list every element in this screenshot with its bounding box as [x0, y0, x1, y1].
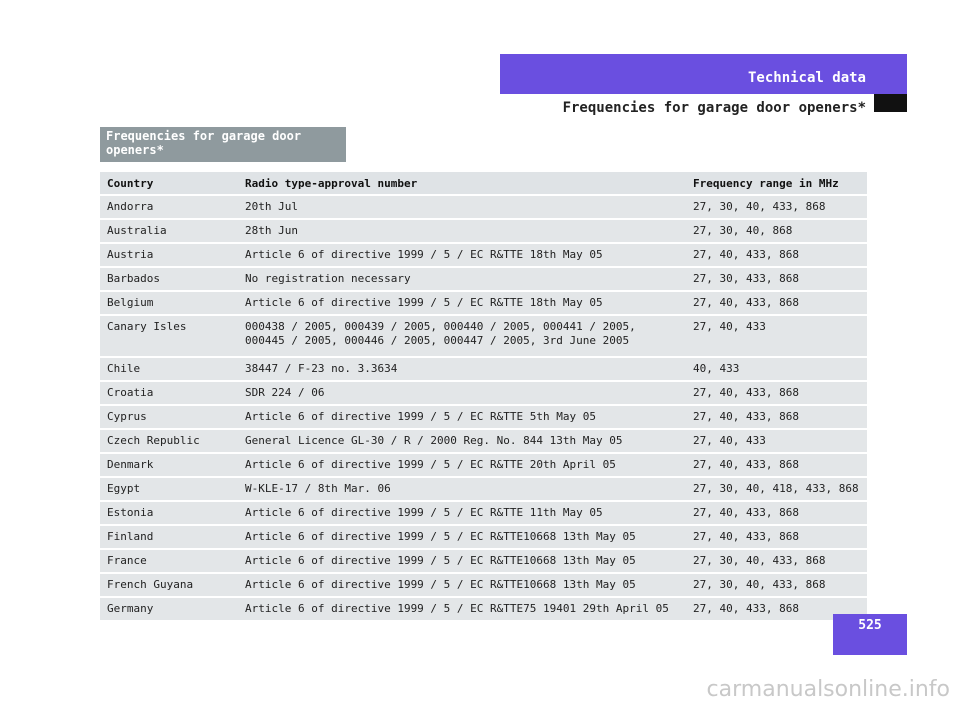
table-row [100, 292, 867, 314]
cell-country: French Guyana [100, 574, 238, 596]
cell-country: Egypt [100, 478, 238, 500]
cell-approval-number: Article 6 of directive 1999 / 5 / EC R&TTE 5th May 05 [238, 406, 686, 428]
cell-country: Barbados [100, 268, 238, 290]
cell-country: Andorra [100, 196, 238, 218]
cell-frequency: 27, 40, 433, 868 [686, 244, 867, 266]
watermark: carmanualsonline.info [706, 677, 950, 702]
cell-country: Austria [100, 244, 238, 266]
cell-approval-number: General Licence GL-30 / R / 2000 Reg. No. 844 13th May 05 [238, 430, 686, 452]
cell-frequency: 27, 30, 40, 868 [686, 220, 867, 242]
cell-frequency: 27, 40, 433, 868 [686, 454, 867, 476]
table-row [100, 454, 867, 476]
cell-frequency: 27, 40, 433, 868 [686, 406, 867, 428]
cell-country: Belgium [100, 292, 238, 314]
cell-frequency: 27, 30, 40, 433, 868 [686, 574, 867, 596]
cell-country: Chile [100, 358, 238, 380]
cell-approval-number: Article 6 of directive 1999 / 5 / EC R&TTE 11th May 05 [238, 502, 686, 524]
cell-approval-number: W-KLE-17 / 8th Mar. 06 [238, 478, 686, 500]
cell-country: Estonia [100, 502, 238, 524]
cell-frequency: 27, 40, 433 [686, 430, 867, 452]
page-number: 525 [833, 614, 907, 655]
cell-country: Germany [100, 598, 238, 620]
cell-country: Australia [100, 220, 238, 242]
cell-frequency: 27, 40, 433, 868 [686, 526, 867, 548]
cell-approval-number: SDR 224 / 06 [238, 382, 686, 404]
table-row [100, 598, 867, 620]
cell-approval-number: 28th Jun [238, 220, 686, 242]
cell-country: Croatia [100, 382, 238, 404]
table-row [100, 196, 867, 218]
cell-approval-number: Article 6 of directive 1999 / 5 / EC R&TTE 20th April 05 [238, 454, 686, 476]
cell-frequency: 27, 30, 40, 418, 433, 868 [686, 478, 867, 500]
cell-approval-number: Article 6 of directive 1999 / 5 / EC R&TTE 18th May 05 [238, 292, 686, 314]
table-row [100, 430, 867, 452]
cell-frequency: 27, 40, 433, 868 [686, 382, 867, 404]
cell-approval-number: Article 6 of directive 1999 / 5 / EC R&TTE10668 13th May 05 [238, 526, 686, 548]
table-row [100, 382, 867, 404]
table-row [100, 268, 867, 290]
cell-country: Denmark [100, 454, 238, 476]
cell-frequency: 27, 40, 433, 868 [686, 292, 867, 314]
table-row [100, 244, 867, 266]
cell-frequency: 27, 30, 433, 868 [686, 268, 867, 290]
cell-country: Canary Isles [100, 316, 238, 356]
cell-frequency: 27, 30, 40, 433, 868 [686, 550, 867, 572]
table-row [100, 478, 867, 500]
cell-frequency: 27, 40, 433, 868 [686, 502, 867, 524]
cell-frequency: 27, 30, 40, 433, 868 [686, 196, 867, 218]
cell-approval-number: No registration necessary [238, 268, 686, 290]
section-tab-marker [874, 94, 907, 112]
table-row [100, 550, 867, 572]
cell-approval-number: 38447 / F-23 no. 3.3634 [238, 358, 686, 380]
cell-country: France [100, 550, 238, 572]
cell-frequency: 40, 433 [686, 358, 867, 380]
cell-country: Cyprus [100, 406, 238, 428]
column-header-country: Country [100, 172, 238, 194]
section-title: Frequencies for garage door openers* [100, 127, 346, 162]
frequency-table [100, 170, 867, 622]
cell-frequency: 27, 40, 433 [686, 316, 867, 356]
column-header-frequency: Frequency range in MHz [686, 172, 867, 194]
cell-approval-number: Article 6 of directive 1999 / 5 / EC R&TTE10668 13th May 05 [238, 574, 686, 596]
cell-approval-number: 000438 / 2005, 000439 / 2005, 000440 / 2005, 000441 / 2005, 000445 / 2005, 000446 / 2005, 000447 / 2005, 3rd June 2005 [238, 316, 686, 356]
table-row [100, 316, 867, 356]
table-header-row [100, 172, 867, 194]
cell-country: Finland [100, 526, 238, 548]
table-row [100, 526, 867, 548]
table-row [100, 220, 867, 242]
cell-frequency: 27, 40, 433, 868 [686, 598, 867, 620]
cell-approval-number: Article 6 of directive 1999 / 5 / EC R&TTE 18th May 05 [238, 244, 686, 266]
table-row [100, 358, 867, 380]
cell-approval-number: 20th Jul [238, 196, 686, 218]
table-row [100, 406, 867, 428]
table-row [100, 502, 867, 524]
cell-approval-number: Article 6 of directive 1999 / 5 / EC R&TTE75 19401 29th April 05 [238, 598, 686, 620]
table-row [100, 574, 867, 596]
header-title: Technical data [747, 70, 866, 86]
column-header-approval-number: Radio type-approval number [238, 172, 686, 194]
header-subtitle: Frequencies for garage door openers* [562, 100, 866, 116]
cell-country: Czech Republic [100, 430, 238, 452]
cell-approval-number: Article 6 of directive 1999 / 5 / EC R&TTE10668 13th May 05 [238, 550, 686, 572]
